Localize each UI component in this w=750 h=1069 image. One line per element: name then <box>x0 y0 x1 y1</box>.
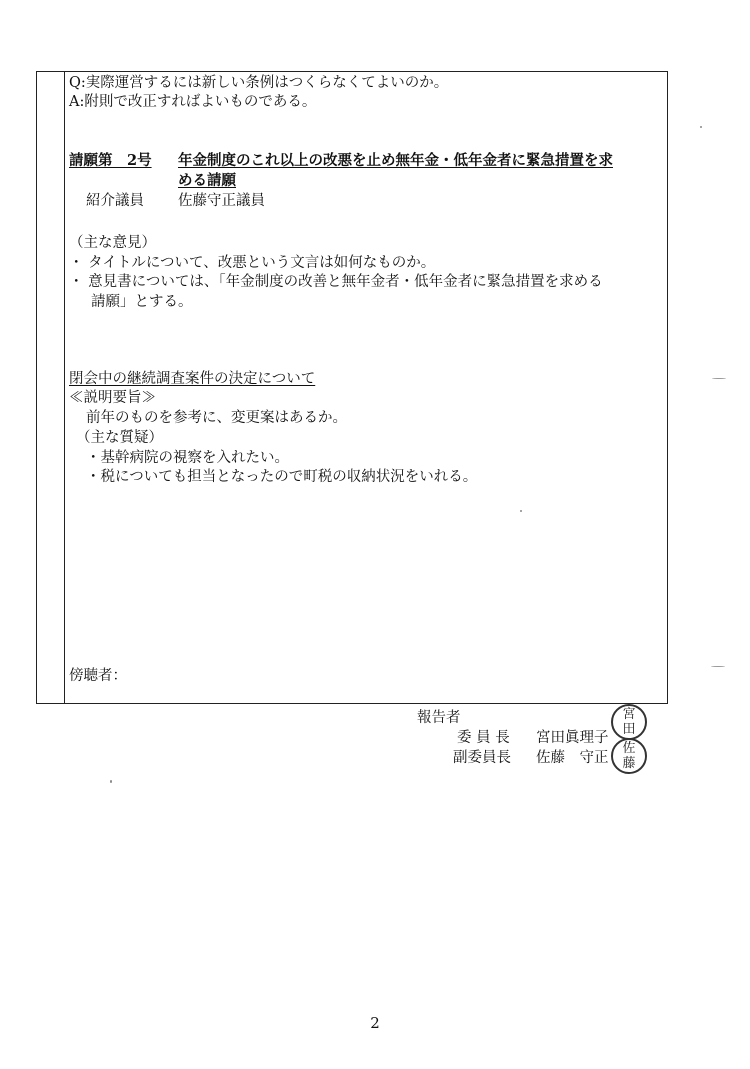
page-number: 2 <box>370 1014 380 1032</box>
observers-label: 傍聴者： <box>69 668 127 684</box>
explain-text: 前年のものを参考に、変更案はあるか。 <box>86 410 347 426</box>
scan-speck <box>700 126 702 128</box>
question-line: Q:実際運営するには新しい条例はつくらなくてよいのか。 <box>69 75 449 91</box>
answer-line: A:附則で改正すればよいものである。 <box>69 94 317 110</box>
chair-title: 委 員 長 <box>457 730 510 746</box>
scan-speck <box>520 510 522 512</box>
question-item: ・基幹病院の視察を入れたい。 <box>86 450 289 466</box>
chair-name: 宮田眞理子 <box>536 730 609 746</box>
vice-chair-seal <box>611 738 647 774</box>
seal-char: 宮 <box>622 707 636 722</box>
recess-heading: 閉会中の継続調査案件の決定について <box>69 371 316 387</box>
opinions-heading: （主な意見） <box>69 235 156 251</box>
introducer-name: 佐藤守正議員 <box>178 193 265 209</box>
petition-title-line1: 年金制度のこれ以上の改悪を止め無年金・低年金者に緊急措置を求 <box>178 152 613 169</box>
opinion-item-cont: 請願」とする。 <box>91 294 193 310</box>
scan-mark <box>712 378 726 379</box>
scan-speck <box>110 780 112 783</box>
scan-mark <box>711 666 725 667</box>
seal-char: 田 <box>622 722 636 737</box>
opinion-item: ・ タイトルについて、改悪という文言は如何なものか。 <box>69 255 436 271</box>
seal-char: 佐 <box>622 741 636 756</box>
vice-chair-title: 副委員長 <box>453 750 511 766</box>
chair-seal <box>611 704 647 740</box>
explain-heading: ≪説明要旨≫ <box>69 390 156 406</box>
questions-heading: （主な質疑） <box>76 430 163 446</box>
reporter-label: 報告者 <box>417 710 461 726</box>
petition-number: 請願第 2号 <box>69 152 152 169</box>
opinion-item: ・ 意見書については、「年金制度の改善と無年金者・低年金者に緊急措置を求める <box>69 274 603 290</box>
vice-chair-name: 佐藤 守正 <box>536 750 609 766</box>
margin-rule <box>64 71 65 704</box>
seal-char: 藤 <box>622 756 636 771</box>
petition-title-line2: める請願 <box>178 172 236 189</box>
introducer-label: 紹介議員 <box>86 193 144 209</box>
question-item: ・税についても担当となったので町税の収納状況をいれる。 <box>86 469 478 485</box>
